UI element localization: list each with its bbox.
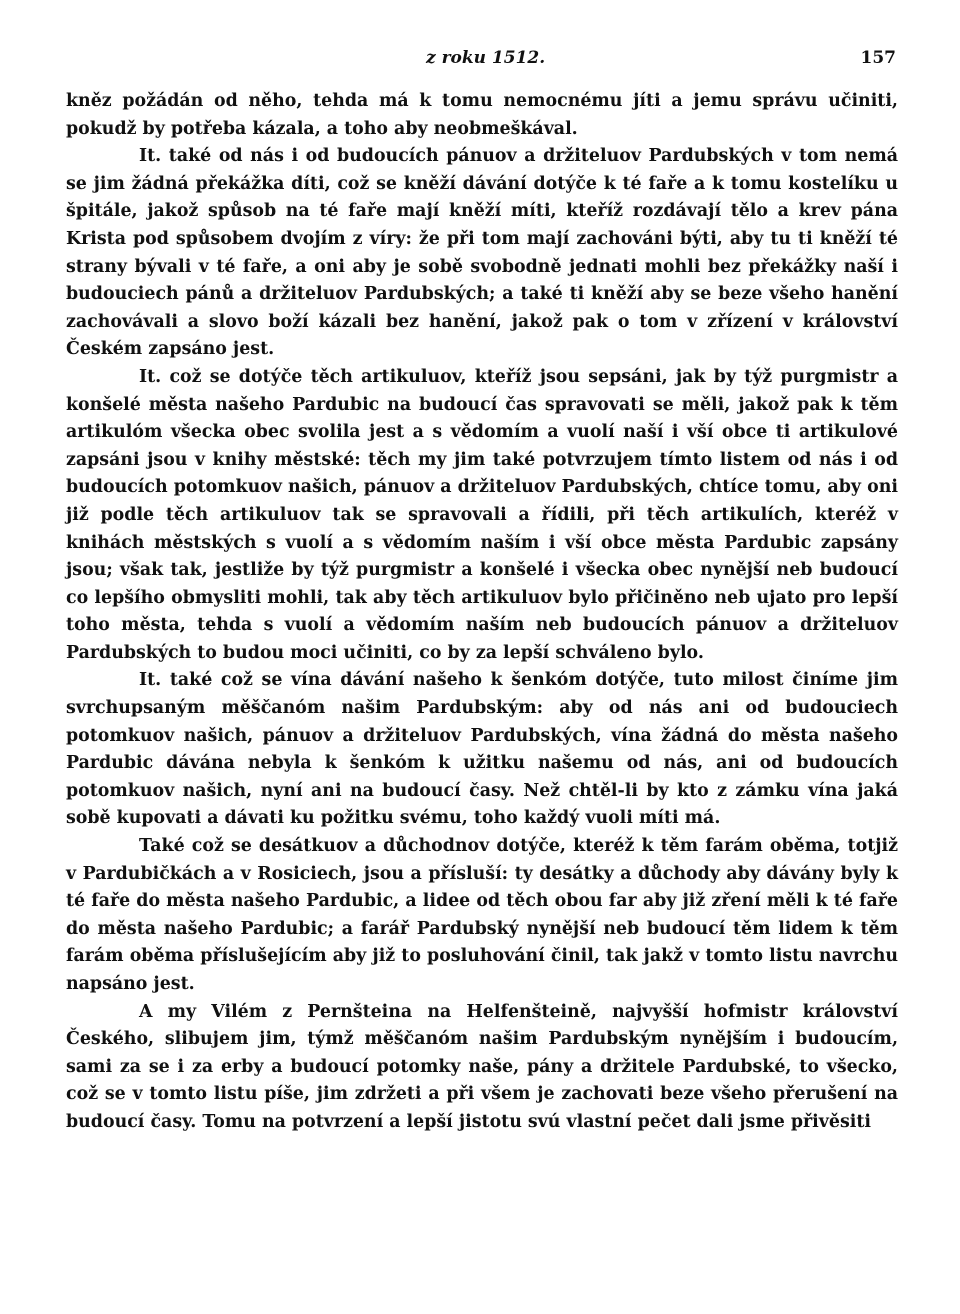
paragraph-tithes: Také což se desátkuov a důchodnov dotýče, kteréž k těm farám oběma, totjiž v Pardubičkách a v Rosiciech, jsou a přísluší: ty desátky a důchody aby dávány byly k té faře do města našeho Pardubic, a lidee od těch obou far aby již zření měli k té faře do města našeho Pardubic; a farář Pardubský nynější neb budoucí těm lidem k těm farám oběma příslušejícím aby již to posluhování činil, tak jakž v tomto listu navrchu napsáno jest. [66,836,898,994]
page-number: 157 [860,48,896,68]
paragraph-wine: It. také což se vína dávání našeho k šenkóm dotýče, tuto milost činíme jim svrchupsaným měščanóm našim Pardubským: aby od nás ani od budouciech potomkuov našich, pánuov a držiteluov Pardubských, vína žádná do města našeho Pardubic dávána nebyla k šenkóm k užitku našemu od nás, ani od budoucích potomkuov našich, nyní ani na budoucí časy. Než chtěl-li by kto z zámku vína jaká sobě kupovati a dávati ku požitku svému, toho každý vuoli míti má. [66,670,898,829]
document-page [66,48,898,1137]
paragraph-pledge: A my Vilém z Pernšteina na Helfenšteině, najvyšší hofmistr království Českého, slibujem jim, týmž měščanóm našim Pardubským nynějším i budoucím, sami za se i za erby a budoucí potomky naše, pány a držitele Pardubské, to všecko, což se v tomto listu píše, jim zdržeti a při všem je zachovati beze všeho přerušení na budoucí časy. Tomu na potvrzení a lepší jistotu svú vlastní pečet dali jsme přivěsiti [66,1001,898,1132]
paragraph-continuation: kněz požádán od něho, tehda má k tomu nemocnému jíti a jemu správu učiniti, pokudž by potřeba kázala, a toho aby neobmeškával. [66,91,898,139]
paragraph-articles: It. což se dotýče těch artikuluov, kteříž jsou sepsáni, jak by týž purgmistr a konšelé města našeho Pardubic na budoucí čas spravovati se měli, jakož pak k těm artikulóm všecka obec svolila jest a s vědomím a vuolí naší i vší obce ti artikulové zapsáni jsou v knihy městské: těch my jim také potvrzujem tímto listem od nás i od budoucích potomkuov našich, pánuov a držiteluov Pardubských, chtíce tomu, aby oni již podle těch artikuluov tak se spravovali a řídili, při těch artikulích, kteréž v knihách městských s vuolí a s vědomím naším i vší obce města Pardubic zapsány jsou; však tak, jestliže by týž purgmistr a konšelé i všecka obec nynější neb budoucí co lepšího obmysliti mohli, tak aby těch artikuluov bylo přičiněno neb ujato pro lepší toho města, tehda s vuolí a vědomím naším neb budoucích pánuov a držiteluov Pardubských to budou moci učiniti, co by za lepší schváleno bylo. [66,366,898,663]
running-head [66,48,898,76]
paragraph-clergy: It. také od nás i od budoucích pánuov a držiteluov Pardubských v tom nemá se jim žádná překážka díti, což se kněží dávání dotýče k té faře a k tomu kostelíku u špitále, jakož spůsob na té faře mají kněží míti, kteříž rozdávají tělo a krev pána Krista pod spůsobem dvojím z víry: že při tom mají zachováni býti, aby tu ti kněží té strany bývali v té faře, a oni aby je sobě svobodně jednati mohli bez překážky naší i budouciech pánů a držiteluov Pardubských; a také ti kněží aby se beze všeho hanění zachovávali a slovo boží kázali bez hanění, jakož pak o tom v zřízení v království Českém zapsáno jest. [66,146,898,360]
running-title: z roku 1512. [426,48,546,68]
